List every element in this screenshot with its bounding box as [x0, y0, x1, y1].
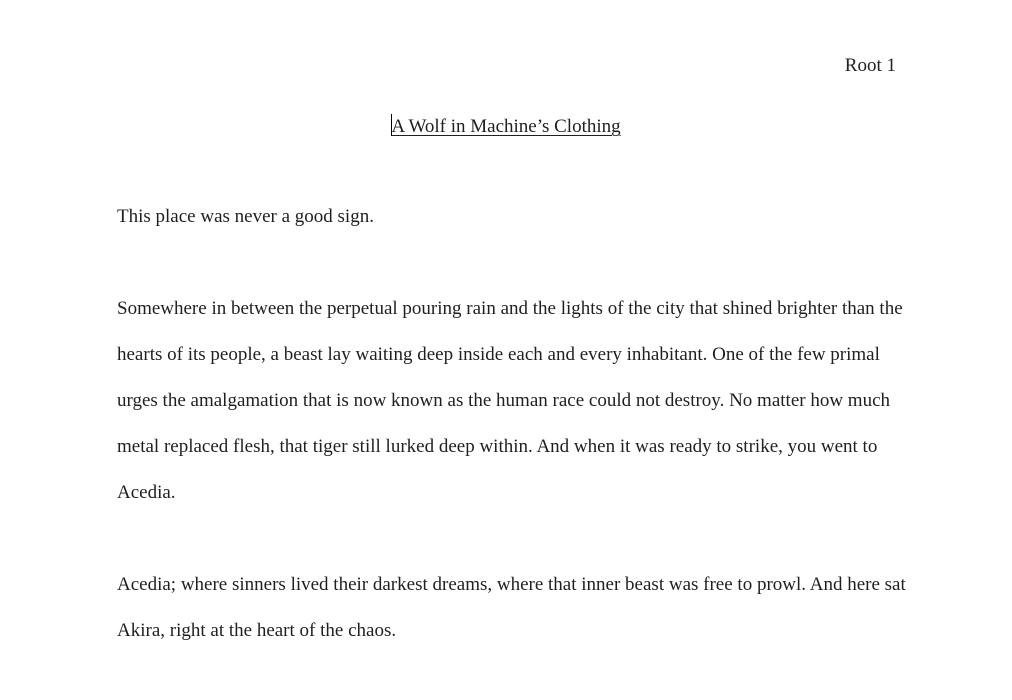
- title-text: A Wolf in Machine’s Clothing: [391, 116, 621, 137]
- paragraph: This place was never a good sign.: [117, 206, 374, 227]
- paragraph: Acedia; where sinners lived their darkest dreams, where that inner beast was free to prowl. And here sat Akira, right at the heart of the chaos.: [117, 574, 906, 641]
- document-body[interactable]: [117, 194, 907, 654]
- paragraph: Somewhere in between the perpetual pouring rain and the lights of the city that shined brighter than the hearts of its people, a beast lay waiting deep inside each and every inhabitant. One of the few primal urges the amalgamation that is now known as the human race could not destroy. No matter how much metal replaced flesh, that tiger still lurked deep within. And when it was ready to strike, you went to Acedia.: [117, 298, 903, 503]
- document-title[interactable]: [0, 114, 1012, 139]
- page-header: Root 1: [844, 55, 896, 76]
